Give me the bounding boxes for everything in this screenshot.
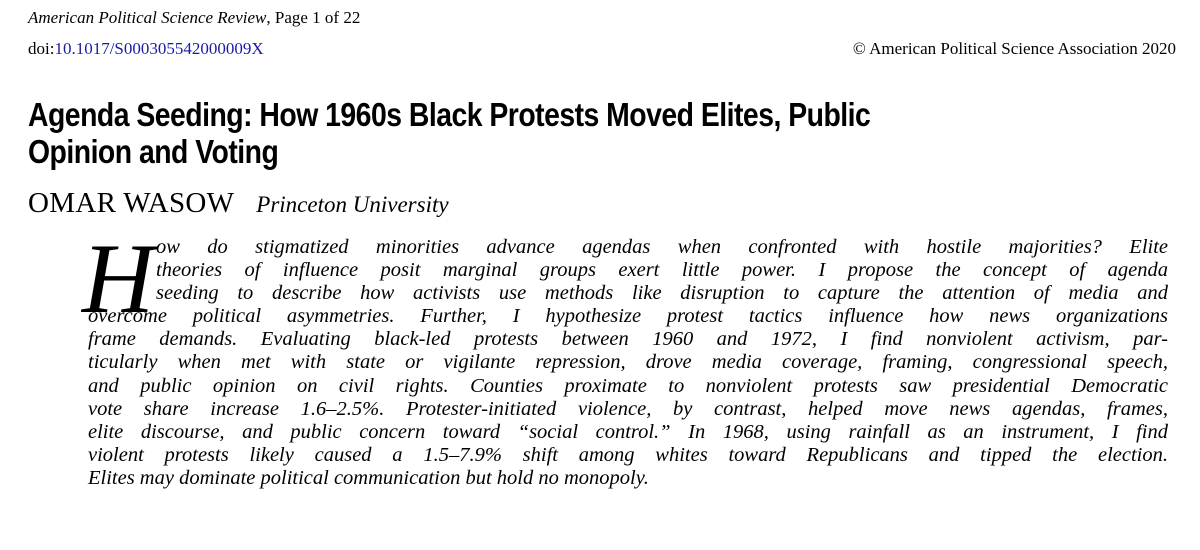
abstract-line: ow do stigmatized minorities advance agendas when confronted with hostile majorities? Elite (156, 236, 1168, 258)
abstract-line: seeding to describe how activists use methods like disruption to capture the attention of media and (156, 282, 1168, 305)
page-info: , Page 1 of 22 (266, 8, 361, 27)
drop-cap: H (82, 223, 155, 334)
running-header (28, 8, 360, 28)
doi-link[interactable]: 10.1017/S000305542000009X (54, 39, 264, 58)
author-name: OMAR WASOW (28, 187, 235, 219)
doi-prefix: doi: (28, 39, 55, 58)
abstract-line: overcome political asymmetries. Further, I hypothesize protest tactics influence how news organizations (88, 305, 1168, 328)
author-affiliation: Princeton University (256, 192, 449, 217)
abstract-line: vote share increase 1.6–2.5%. Protester-initiated violence, by contrast, helped move news agendas, frames, (88, 397, 1168, 420)
abstract (88, 236, 1168, 490)
byline (28, 186, 449, 225)
abstract-line: theories of influence posit marginal groups exert little power. I propose the concept of agenda (156, 259, 1169, 282)
copyright-notice: © American Political Science Association 2020 (852, 39, 1176, 58)
abstract-line: ticularly when met with state or vigilante repression, drove media coverage, framing, congressional speech, (88, 351, 1168, 374)
abstract-line: frame demands. Evaluating black-led protests between 1960 and 1972, I find nonviolent activism, par- (88, 328, 1168, 351)
abstract-line: and public opinion on civil rights. Counties proximate to nonviolent protests saw presidential Democratic (88, 374, 1168, 397)
doi-line (28, 39, 1176, 59)
abstract-line: Elites may dominate political communication but hold no monopoly. (88, 466, 649, 489)
abstract-line: elite discourse, and public concern toward “social control.” In 1968, using rainfall as an instrument, I find (88, 420, 1169, 443)
title-line-1: Agenda Seeding: How 1960s Black Protests Moved Elites, Public (28, 96, 871, 133)
article-title (28, 96, 1017, 170)
journal-name: American Political Science Review (28, 8, 267, 27)
title-line-2: Opinion and Voting (28, 133, 279, 170)
abstract-line: violent protests likely caused a 1.5–7.9% shift among whites toward Republicans and tipped the election. (88, 443, 1168, 466)
